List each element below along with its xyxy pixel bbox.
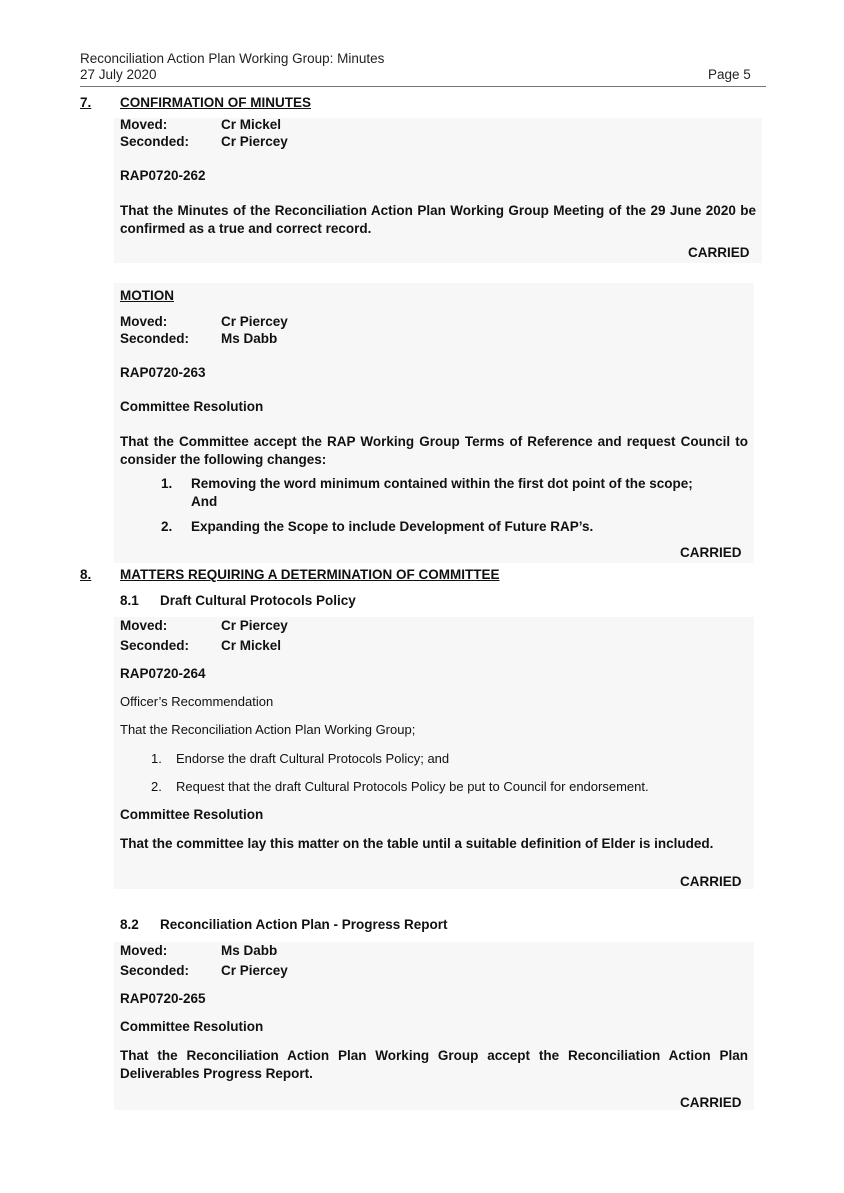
carried-status: CARRIED	[680, 1095, 742, 1110]
list-number: 1.	[161, 476, 173, 491]
moved-value: Cr Mickel	[221, 117, 282, 132]
page-number: Page 5	[708, 67, 751, 82]
committee-resolution-label: Committee Resolution	[120, 807, 264, 822]
resolution-text: That the Committee accept the RAP Working Group Terms of Reference and request Council to consider the following changes:	[120, 434, 748, 467]
item-number: 8.1	[120, 593, 139, 608]
meeting-date: 27 July 2020	[80, 67, 157, 82]
resolution-text: That the Reconciliation Action Plan Working Group accept the Reconciliation Action Plan Deliverables Progress Report.	[120, 1048, 748, 1081]
list-number: 2.	[151, 779, 162, 794]
seconded-value: Cr Mickel	[221, 638, 282, 653]
list-number: 1.	[151, 751, 162, 766]
carried-status: CARRIED	[688, 245, 750, 260]
resolution-text: That the Minutes of the Reconciliation Action Plan Working Group Meeting of the 29 June 2020 be confirmed as a true and correct record.	[120, 203, 756, 236]
resolution-code: RAP0720-263	[120, 365, 206, 380]
resolution-code: RAP0720-265	[120, 991, 206, 1006]
section-8-title: MATTERS REQUIRING A DETERMINATION OF COMMITTEE	[120, 567, 500, 582]
header-rule	[80, 86, 766, 87]
motion-heading: MOTION	[120, 288, 174, 303]
seconded-label: Seconded:	[120, 638, 190, 653]
seconded-label: Seconded:	[120, 331, 190, 346]
committee-resolution-label: Committee Resolution	[120, 399, 264, 414]
moved-label: Moved:	[120, 618, 168, 633]
seconded-value: Cr Piercey	[221, 963, 288, 978]
item-title: Reconciliation Action Plan - Progress Report	[160, 917, 448, 932]
officer-recommendation-intro: That the Reconciliation Action Plan Working Group;	[120, 722, 416, 737]
minutes-shade-block	[114, 118, 762, 263]
resolution-text: That the committee lay this matter on the table until a suitable definition of Elder is included.	[120, 836, 714, 851]
seconded-label: Seconded:	[120, 963, 190, 978]
list-number: 2.	[161, 519, 173, 534]
item-title: Draft Cultural Protocols Policy	[160, 593, 356, 608]
seconded-value: Cr Piercey	[221, 134, 288, 149]
committee-resolution-label: Committee Resolution	[120, 1019, 264, 1034]
list-item-text: Endorse the draft Cultural Protocols Policy; and	[176, 751, 450, 766]
moved-value: Ms Dabb	[221, 943, 278, 958]
resolution-code: RAP0720-262	[120, 168, 206, 183]
list-item-text: Request that the draft Cultural Protocols Policy be put to Council for endorsement.	[176, 779, 649, 794]
resolution-code: RAP0720-264	[120, 666, 206, 681]
section-7-title: CONFIRMATION OF MINUTES	[120, 95, 311, 110]
moved-value: Cr Piercey	[221, 314, 288, 329]
seconded-value: Ms Dabb	[221, 331, 278, 346]
moved-value: Cr Piercey	[221, 618, 288, 633]
document-title: Reconciliation Action Plan Working Group: Minutes	[80, 51, 385, 66]
moved-label: Moved:	[120, 314, 168, 329]
moved-label: Moved:	[120, 943, 168, 958]
carried-status: CARRIED	[680, 545, 742, 560]
item-number: 8.2	[120, 917, 139, 932]
seconded-label: Seconded:	[120, 134, 190, 149]
list-item-text: Expanding the Scope to include Development of Future RAP’s.	[191, 519, 594, 534]
carried-status: CARRIED	[680, 874, 742, 889]
list-item-text: Removing the word minimum contained within the first dot point of the scope;	[191, 476, 693, 491]
moved-label: Moved:	[120, 117, 168, 132]
list-item-text: And	[191, 494, 218, 509]
section-7-number: 7.	[80, 95, 92, 110]
officer-recommendation-label: Officer’s Recommendation	[120, 694, 274, 709]
section-8-number: 8.	[80, 567, 92, 582]
